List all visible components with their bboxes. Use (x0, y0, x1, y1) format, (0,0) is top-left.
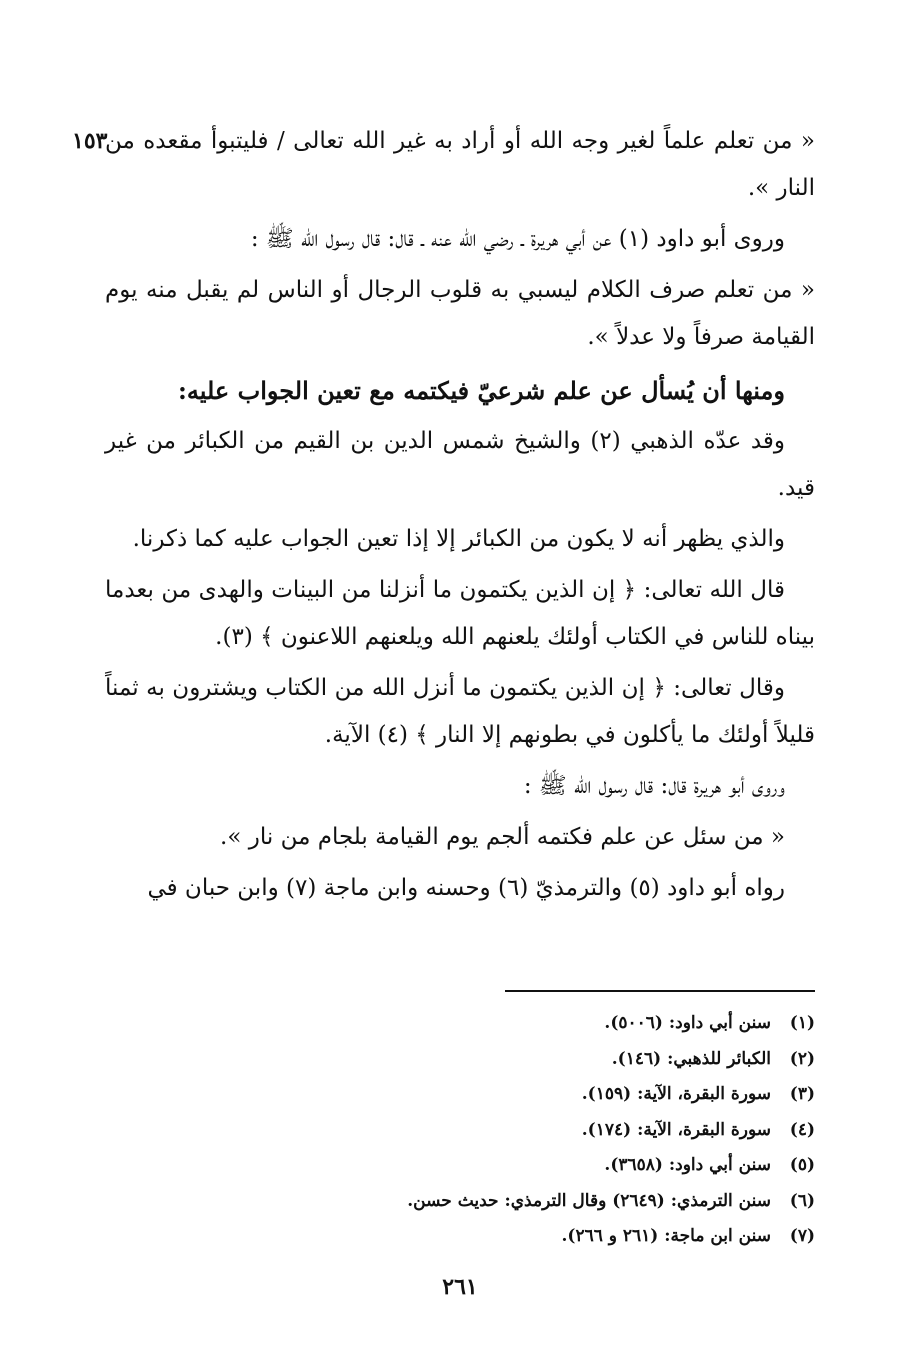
footnote-2 (105, 1042, 815, 1078)
footnote-text: سورة البقرة، الآية: (١٥٩). (581, 1084, 771, 1104)
footnote-number: (٧) (789, 1226, 815, 1246)
footnote-divider (505, 990, 815, 992)
para-opinion: والذي يظهر أنه لا يكون من الكبائر إلا إذا تعين الجواب عليه كما ذكرنا. (132, 526, 785, 552)
footnote-text: سنن أبي داود: (٣٦٥٨). (604, 1155, 771, 1175)
para-dhahabi: وقد عدّه الذهبي (٢) والشيخ شمس الدين بن القيم من الكبائر من غير قيد. (105, 428, 815, 501)
footnote-number: (٦) (789, 1190, 815, 1211)
para-verse-2: وقال تعالى: ﴿ إن الذين يكتمون ما أنزل الله من الكتاب ويشترون به ثمناً قليلاً أولئك ما يأكلون في بطونهم إلا النار ﴾ (٤) الآية. (105, 675, 815, 748)
para-abu-hurayra: وروى أبو هريرة قال: قال رسول الله ﷺ : (523, 773, 785, 799)
para-verse-1: قال الله تعالى: ﴿ إن الذين يكتمون ما أنزلنا من البينات والهدى من بعدما بيناه للناس في الكتاب أولئك يلعنهم الله ويلعنهم اللاعنون ﴾ (٣). (105, 577, 815, 650)
footnote-5 (105, 1148, 815, 1184)
main-text (105, 118, 815, 916)
section-heading: ومنها أن يُسأل عن علم شرعيّ فيكتمه مع تعين الجواب عليه: (178, 376, 785, 405)
footnote-text: سنن الترمذي: (٢٦٤٩) وقال الترمذي: حديث حسن. (407, 1190, 771, 1211)
para-narrators: رواه أبو داود (٥) والترمذيّ (٦) وحسنه وابن ماجة (٧) وابن حبان في (147, 875, 785, 901)
footnotes (105, 1006, 815, 1255)
footnote-text: الكبائر للذهبي: (١٤٦). (611, 1048, 771, 1069)
para-hadith-1: « من تعلم علماً لغير وجه الله أو أراد به غير الله تعالى / فليتبوأ مقعده من النار ». (105, 128, 815, 201)
footnote-number: (٤) (789, 1119, 815, 1140)
para-abu-dawud: وروى أبو داود (١) عن أبي هريرة ـ رضي الله عنه ـ قال: قال رسول الله ﷺ : (250, 226, 785, 252)
footnote-3 (105, 1077, 815, 1113)
footnote-number: (٥) (789, 1155, 815, 1175)
footnote-number: (٣) (789, 1084, 815, 1104)
margin-page-marker: ١٥٣ (72, 128, 108, 154)
page-number: ٢٦١ (442, 1274, 478, 1300)
footnote-text: سنن أبي داود: (٥٠٠٦). (604, 1013, 771, 1033)
para-hadith-2: « من تعلم صرف الكلام ليسبي به قلوب الرجال أو الناس لم يقبل منه يوم القيامة صرفاً ولا عدلاً ». (105, 277, 815, 350)
footnote-1 (105, 1006, 815, 1042)
footnote-number: (١) (789, 1013, 815, 1033)
footnote-text: سنن ابن ماجة: (٢٦١ و ٢٦٦). (561, 1226, 771, 1246)
footnote-number: (٢) (789, 1048, 815, 1069)
footnote-text: سورة البقرة، الآية: (١٧٤). (581, 1119, 771, 1140)
footnote-7 (105, 1219, 815, 1255)
para-hadith-3: « من سئل عن علم فكتمه ألجم يوم القيامة بلجام من نار ». (220, 824, 785, 850)
footnote-6 (105, 1184, 815, 1220)
footnote-4 (105, 1113, 815, 1149)
